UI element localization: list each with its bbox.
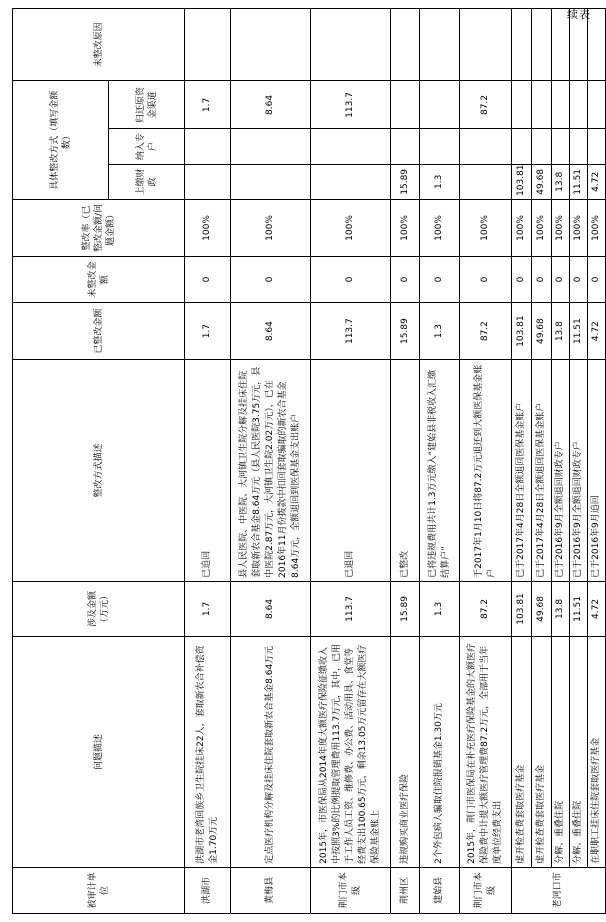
cell-return-source	[391, 81, 420, 129]
cell-amount: 11.51	[570, 581, 588, 636]
table-row	[460, 9, 512, 914]
cell-rate: 100%	[391, 199, 420, 256]
table-row	[231, 9, 311, 914]
cell-unrectified: 0	[532, 256, 552, 302]
cell-unrectified: 0	[311, 256, 391, 302]
cell-unit: 老河口市	[512, 867, 606, 913]
table-row	[391, 9, 420, 914]
table-row	[185, 9, 231, 914]
cell-rate: 100%	[552, 199, 570, 256]
header-to-special: 纳入专户	[109, 129, 185, 164]
cell-rate: 100%	[460, 199, 512, 256]
cell-to-finance	[185, 164, 231, 199]
cell-unrectified: 0	[420, 256, 460, 302]
cell-rectified: 103.81	[512, 303, 532, 360]
cell-unit: 洪湖市	[185, 867, 231, 913]
cell-amount: 1.3	[420, 581, 460, 636]
cell-issue: 分解、重叠住院	[552, 637, 570, 868]
cell-reason	[311, 9, 391, 81]
cell-unrectified: 0	[588, 256, 606, 302]
header-unrectified: 未整改金额	[13, 256, 185, 302]
header-row-1	[13, 9, 109, 914]
cell-amount: 15.89	[391, 581, 420, 636]
rectification-table	[12, 8, 606, 914]
cell-unit: 荆门市本级	[460, 867, 512, 913]
table-row	[588, 9, 606, 914]
cell-return-source: 8.64	[231, 81, 311, 129]
header-issue: 问题描述	[13, 637, 185, 868]
cell-issue: 违规购买商业医疗保险	[391, 637, 420, 868]
cell-to-special	[552, 129, 570, 164]
cell-unrectified: 0	[231, 256, 311, 302]
header-rate: 整改率（已整改金额/问题金额）	[13, 199, 185, 256]
cell-issue: 分解、重叠住院	[570, 637, 588, 868]
cell-unit: 建始县	[420, 867, 460, 913]
cell-rectified: 4.72	[588, 303, 606, 360]
cell-reason	[391, 9, 420, 81]
cell-to-finance: 4.72	[588, 164, 606, 199]
cell-issue: 2015年，市医保局从2014年度大额医疗保险征缴收入中按照3%的比例提取管理费用113.7万元，其中，已用于工作人员工资、维修费、办公费、活动用具、食堂等经费支出100.65万元，剩余13.05万元留存在大额医疗保险基金账上	[311, 637, 391, 868]
cell-method: 已于2016年9月追回	[588, 360, 606, 582]
cell-unrectified: 0	[552, 256, 570, 302]
header-to-finance: 上缴财政	[109, 164, 185, 199]
cell-to-finance: 15.89	[391, 164, 420, 199]
cell-issue: 虚开检查费套取医疗基金	[512, 637, 532, 868]
cell-unrectified: 0	[570, 256, 588, 302]
cell-unrectified: 0	[391, 256, 420, 302]
cell-to-special	[570, 129, 588, 164]
cell-rate: 100%	[512, 199, 532, 256]
cell-rectified: 8.64	[231, 303, 311, 360]
cell-to-special	[231, 129, 311, 164]
cell-rate: 100%	[588, 199, 606, 256]
cell-issue: 2个外包病人骗取住院报销基金1.30万元	[420, 637, 460, 868]
cell-method: 已于2017年4月28日全额退回医保基金账户	[512, 360, 532, 582]
cell-method: 已于2016年9月全额退回财政专户	[552, 360, 570, 582]
cell-amount: 87.2	[460, 581, 512, 636]
header-method: 整改方式描述	[13, 360, 185, 582]
cell-method: 已将违规费用共计1.3万元缴入“建始县非税收入汇缴结算户”	[420, 360, 460, 582]
cell-rate: 100%	[420, 199, 460, 256]
cell-unit: 黄梅县	[231, 867, 311, 913]
table-row	[552, 9, 570, 914]
cell-unrectified: 0	[512, 256, 532, 302]
cell-unit: 荆州区	[391, 867, 420, 913]
header-unit: 被审计单位	[13, 867, 185, 913]
cell-return-source	[570, 81, 588, 129]
cell-return-source	[512, 81, 532, 129]
cell-unrectified: 0	[460, 256, 512, 302]
cell-to-special	[311, 129, 391, 164]
cell-to-special	[532, 129, 552, 164]
cell-rate: 100%	[231, 199, 311, 256]
cell-to-special	[588, 129, 606, 164]
header-specific-group: 具体整改方式（填写金额数）	[13, 81, 109, 200]
cell-reason	[231, 9, 311, 81]
cell-to-finance	[231, 164, 311, 199]
cell-method: 县人民医院、中医院、大河镇卫生院分解及挂床住院套取新农合基金8.64万元（县人民医院3.75万元，县中医院2.87万元，大河镇卫生院2.02万元），已在2016年11月份拨款中扣回套取骗取的新农合基金8.64万元，全额退回到医保基金支出账户	[231, 360, 311, 582]
rotated-table-container	[12, 8, 601, 914]
cell-amount: 113.7	[311, 581, 391, 636]
header-reason: 未整改原因	[13, 9, 185, 81]
cell-reason	[420, 9, 460, 81]
cell-unit: 荆门市本级	[311, 867, 391, 913]
cell-to-finance: 49.68	[532, 164, 552, 199]
cell-amount: 1.7	[185, 581, 231, 636]
continuation-label: 续表	[567, 8, 591, 21]
cell-rectified: 15.89	[391, 303, 420, 360]
header-rectified: 已整改金额	[13, 303, 185, 360]
table-row	[532, 9, 552, 914]
cell-rectified: 113.7	[311, 303, 391, 360]
cell-issue: 虚开检查费套取医疗基金	[532, 637, 552, 868]
cell-return-source	[420, 81, 460, 129]
cell-rectified: 87.2	[460, 303, 512, 360]
cell-rectified: 11.51	[570, 303, 588, 360]
cell-to-special	[460, 129, 512, 164]
cell-amount: 4.72	[588, 581, 606, 636]
cell-return-source	[588, 81, 606, 129]
cell-unrectified: 0	[185, 256, 231, 302]
cell-to-finance: 13.8	[552, 164, 570, 199]
cell-reason	[185, 9, 231, 81]
cell-rate: 100%	[185, 199, 231, 256]
cell-to-finance: 11.51	[570, 164, 588, 199]
cell-method: 已于2017年4月28日全额退回医保基金账户	[532, 360, 552, 582]
table-row	[420, 9, 460, 914]
cell-to-special	[512, 129, 532, 164]
cell-rectified: 1.7	[185, 303, 231, 360]
cell-reason	[532, 9, 552, 81]
table-row	[512, 9, 532, 914]
cell-to-finance	[311, 164, 391, 199]
cell-issue: 定点医疗机构分解及挂床住院套取新农合基金8.64万元	[231, 637, 311, 868]
cell-amount: 8.64	[231, 581, 311, 636]
cell-rate: 100%	[570, 199, 588, 256]
cell-method: 已追回	[185, 360, 231, 582]
cell-reason	[552, 9, 570, 81]
header-amount: 涉及金额（万元）	[13, 581, 185, 636]
cell-return-source: 113.7	[311, 81, 391, 129]
table-row	[311, 9, 391, 914]
cell-method: 于2017年1月10日将87.2万元退还到大额医保基金账户	[460, 360, 512, 582]
cell-rectified: 1.3	[420, 303, 460, 360]
cell-reason	[588, 9, 606, 81]
rotated-table-page	[12, 8, 601, 914]
cell-reason	[512, 9, 532, 81]
table-row	[570, 9, 588, 914]
cell-reason	[570, 9, 588, 81]
cell-to-special	[420, 129, 460, 164]
cell-to-finance	[460, 164, 512, 199]
cell-to-finance: 1.3	[420, 164, 460, 199]
cell-rate: 100%	[532, 199, 552, 256]
cell-return-source: 87.2	[460, 81, 512, 129]
cell-amount: 13.8	[552, 581, 570, 636]
cell-method: 已退回	[311, 360, 391, 582]
cell-return-source	[532, 81, 552, 129]
cell-reason	[460, 9, 512, 81]
cell-amount: 103.81	[512, 581, 532, 636]
cell-issue: 在职职工挂床住院套取医疗基金	[588, 637, 606, 868]
cell-rectified: 13.8	[552, 303, 570, 360]
cell-to-special	[391, 129, 420, 164]
header-return-source: 归还原资金渠道	[109, 81, 185, 129]
cell-method: 已整改	[391, 360, 420, 582]
cell-rectified: 49.68	[532, 303, 552, 360]
cell-issue: 洪湖市老湾回族乡卫生院挂床22人，套取新农合补偿资金1.70万元	[185, 637, 231, 868]
cell-to-finance: 103.81	[512, 164, 532, 199]
cell-rate: 100%	[311, 199, 391, 256]
cell-method: 已于2016年9月全额退回财政专户	[570, 360, 588, 582]
cell-amount: 49.68	[532, 581, 552, 636]
cell-return-source: 1.7	[185, 81, 231, 129]
cell-issue: 2015年，荆门市医保局在补充医疗保险基金的大额医疗保险费中计提大额医疗管理费87.2万元，全部用于当年度单位经费支出	[460, 637, 512, 868]
cell-return-source	[552, 81, 570, 129]
cell-to-special	[185, 129, 231, 164]
